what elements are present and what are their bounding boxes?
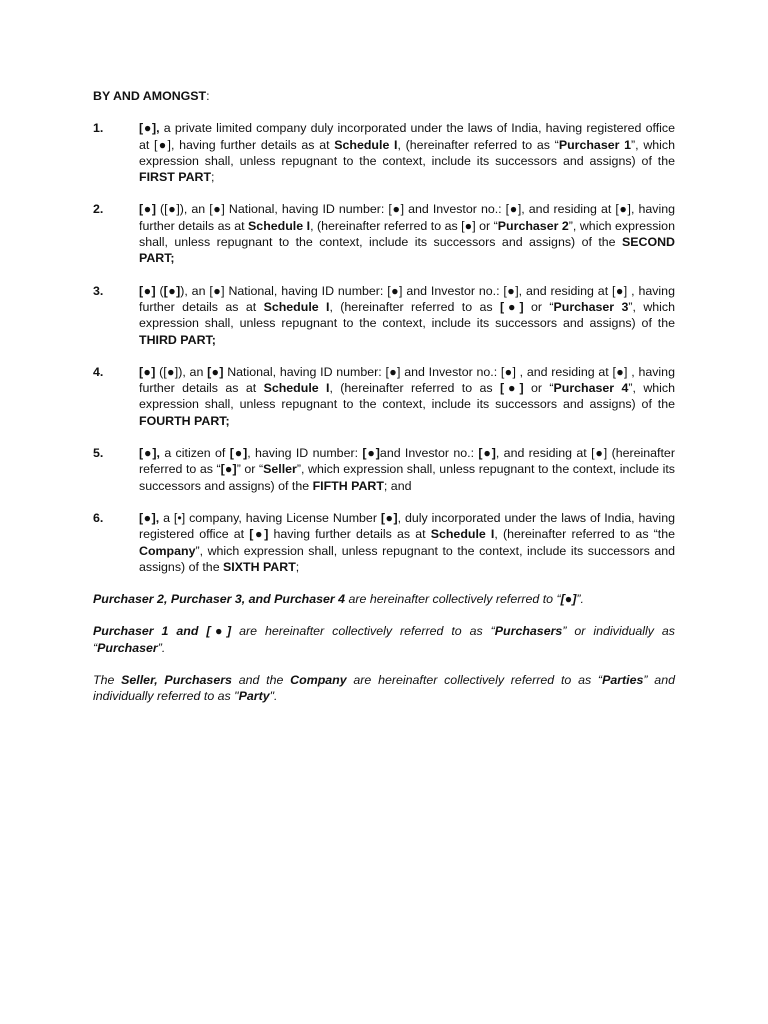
parties-list [93, 120, 675, 575]
bold-text-run: Purchaser 4 [553, 381, 629, 396]
bold-text-run: Purchasers [494, 624, 563, 639]
bold-text-run: [●] [478, 446, 496, 461]
text-run: , (hereinafter referred to as [329, 381, 500, 396]
bold-text-run: Company [139, 543, 196, 558]
bold-text-run: FOURTH PART; [139, 413, 230, 428]
bold-text-run: Schedule I [263, 299, 330, 314]
clause-text [139, 121, 675, 184]
party-clause-6 [93, 510, 675, 575]
text-run: ([●]), an [155, 364, 208, 379]
party-clause-4 [93, 364, 675, 429]
bold-text-run: [●] [220, 462, 237, 477]
bold-text-run: [●] [229, 446, 248, 461]
text-run: a private limited company duly incorporated under the laws of India, having registered office at [●], having further details as at [139, 121, 675, 152]
clause-text [139, 284, 675, 347]
bold-text-run: [●] [499, 381, 524, 396]
bold-text-run: Parties [602, 673, 644, 688]
text-run: National, having ID number: [●] and Investor no.: [●] , and residing at [●] , having further details as at [139, 364, 675, 396]
text-run: ; [211, 170, 215, 185]
bold-text-run: [●] [139, 202, 156, 217]
text-run: or “ [523, 381, 554, 396]
text-run: ([●]), an [●] National, having ID number: [●] and Investor no.: [●], and residing at [●], having further details as at [139, 202, 675, 233]
text-run: or “ [523, 299, 554, 314]
bold-text-run: Purchaser 1 and [●] [93, 624, 232, 639]
bold-text-run: Purchaser [97, 640, 158, 655]
clause-number: 3. [93, 283, 104, 298]
text-run: ". [269, 689, 278, 704]
text-run: ”. [576, 592, 584, 607]
text-run: ”. [157, 640, 166, 655]
clause-number: 5. [93, 446, 104, 461]
party-clause-2 [93, 201, 675, 266]
bold-text-run: SIXTH PART [223, 559, 296, 574]
text-run: a citizen of [159, 446, 230, 461]
bold-text-run: FIFTH PART [312, 478, 384, 493]
text-run: , having ID number: [247, 446, 363, 461]
text-run: ” and individually referred to as " [93, 673, 675, 704]
agreement-page [93, 88, 675, 721]
clause-number: 1. [93, 121, 104, 136]
text-run: ”, which expression shall, unless repugnant to the context, include its successors and assigns) of the [139, 543, 675, 574]
bold-text-run: [●], [139, 121, 160, 136]
bold-text-run: Company [290, 673, 347, 688]
text-run: and Investor no.: [379, 446, 479, 461]
text-run: , (hereinafter referred to as [329, 299, 500, 314]
clause-text [139, 511, 675, 574]
text-run: , (hereinafter referred to as “the [494, 527, 675, 542]
bold-text-run: THIRD PART; [139, 332, 216, 347]
bold-text-run: Purchaser 3 [553, 299, 629, 314]
text-run: ), an [●] National, having ID number: [●] and Investor no.: [●], and residing at [●] , having further details as at [139, 283, 675, 314]
text-run: ( [155, 283, 164, 298]
text-run: are hereinafter collectively referred to “ [345, 592, 561, 607]
text-run: ”, which expression shall, unless repugnant to the context, include its successors and assigns) of the [139, 462, 675, 493]
bold-text-run: [●] [139, 364, 156, 379]
clause-number: 2. [93, 202, 104, 217]
party-clause-5 [93, 445, 675, 494]
bold-text-run: [●] [362, 446, 380, 461]
text-run: ; [295, 559, 300, 574]
text-run: are hereinafter collectively referred to as “ [346, 673, 603, 688]
text-run: , (hereinafter referred to as [●] or “ [310, 218, 498, 233]
text-run: , (hereinafter referred to as “ [397, 137, 559, 152]
clause-text [139, 446, 675, 493]
text-run: ; and [383, 478, 412, 493]
bold-text-run: Purchaser 2, Purchaser 3, and Purchaser 4 [93, 592, 346, 607]
definition-note-purchaser-group [93, 591, 675, 607]
text-run: ”, which expression shall, unless repugnant to the context, include its successors and assigns) of the [139, 218, 675, 250]
text-run: a [•] company, having License Number [159, 510, 381, 525]
bold-text-run: [●] [139, 283, 156, 298]
bold-text-run: [●] [380, 510, 398, 525]
party-clause-3 [93, 283, 675, 348]
bold-text-run: Schedule I [334, 137, 398, 152]
bold-text-run: [●] [249, 527, 269, 542]
bold-text-run: [●] [207, 364, 224, 379]
parties-heading-text: BY AND AMONGST [93, 89, 207, 103]
clause-text [139, 365, 675, 428]
clause-number: 4. [93, 364, 104, 379]
bold-text-run: Seller [263, 462, 297, 477]
bold-text-run: Schedule I [430, 527, 495, 542]
definition-note-parties [93, 672, 675, 705]
text-run: ”, which expression shall, unless repugnant to the context, include its successors and assigns) of the [139, 137, 675, 168]
parties-heading-colon: : [206, 89, 210, 103]
bold-text-run: SECOND PART; [139, 235, 675, 266]
text-run: , and residing at [●] (hereinafter referred to as “ [139, 446, 675, 477]
bold-text-run: Schedule I [248, 218, 311, 233]
bold-text-run: Party [238, 689, 270, 704]
text-run: , duly incorporated under the laws of India, having registered office at [139, 510, 675, 542]
clause-number: 6. [93, 510, 104, 525]
text-run: having further details as at [268, 527, 431, 542]
text-run: are hereinafter collectively referred to as “ [231, 624, 495, 639]
bold-text-run: [●], [139, 510, 160, 525]
text-run: ”, which expression shall, unless repugnant to the context, include its successors and assigns) of the [139, 381, 675, 412]
text-run: ” or individually as “ [93, 624, 676, 655]
bold-text-run: [●] [560, 592, 577, 607]
bold-text-run: Purchaser 1 [558, 137, 632, 152]
bold-text-run: [●] [499, 299, 524, 314]
text-run: and the [231, 673, 291, 688]
parties-heading [93, 88, 675, 104]
text-run: ” or “ [236, 462, 264, 477]
text-run: The [93, 673, 122, 688]
bold-text-run: [●], [139, 446, 160, 461]
text-run: ”, which expression shall, unless repugnant to the context, include its successors and assigns) of the [139, 299, 675, 331]
bold-text-run: Seller, Purchasers [121, 673, 232, 688]
bold-text-run: [●] [163, 283, 181, 298]
bold-text-run: FIRST PART [139, 170, 212, 185]
definition-note-purchasers [93, 623, 675, 656]
bold-text-run: Schedule I [263, 381, 330, 396]
party-clause-1 [93, 120, 675, 185]
clause-text [139, 202, 675, 265]
bold-text-run: Purchaser 2 [497, 218, 569, 233]
